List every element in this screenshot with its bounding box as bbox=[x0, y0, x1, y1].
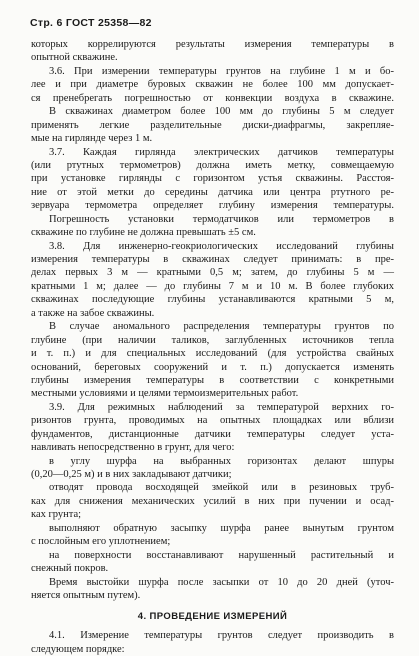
text-line: при установке гирлянды с горизонтом устья скважины. Расстоя- bbox=[31, 173, 394, 185]
text-line: отводят провода восходящей змейкой или в резиновых труб- bbox=[49, 482, 394, 494]
paragraph-lines bbox=[31, 38, 394, 602]
text-line: выполняют обратную засыпку шурфа ранее вынутым грунтом bbox=[49, 522, 394, 534]
text-line: 3.6. При измерении температуры грунтов на глубине 1 м и бо- bbox=[49, 65, 394, 77]
text-line: с послойным его уплотнением; bbox=[31, 536, 171, 548]
text-line: няется опытным путем). bbox=[31, 589, 141, 601]
text-line: ся пренебрегать погрешностью от конвекции воздуха в скважине. bbox=[31, 92, 394, 104]
text-line: фундаментов, дистанционные датчики температуры следует уста- bbox=[31, 428, 394, 440]
text-line: глубины измерения температуры в соответствии с конкретными bbox=[31, 374, 394, 386]
text-line: в углу шурфа на выбранных горизонтах делают шпуры bbox=[49, 455, 394, 467]
text-line: (0,20—0,25 м) и в них закладывают датчики; bbox=[31, 469, 232, 480]
text-line: мые на гирлянде через 1 м. bbox=[31, 133, 153, 145]
text-line: опытной скважине. bbox=[31, 52, 118, 64]
text-line: В случае аномального распределения температуры грунтов по bbox=[49, 321, 394, 333]
text-line: а также на забое скважины. bbox=[31, 307, 155, 319]
text-line: глубине (при наличии таликов, заглубленных источников тепла bbox=[31, 334, 394, 346]
text-line: снежный покров. bbox=[31, 563, 109, 575]
text-line: следующем порядке: bbox=[31, 643, 125, 655]
text-line: ние от этой метки до середины датчика или центра ртутного ре- bbox=[31, 186, 394, 198]
text-line: 3.8. Для инженерно-геокриологических исследований глубины bbox=[49, 240, 394, 252]
text-line: Погрешность установки термодатчиков или термометров в bbox=[49, 213, 394, 225]
text-line: местными условиями и целями термоизмерительных работ. bbox=[31, 388, 299, 400]
text-line: на поверхности восстанавливают нарушенный растительный и bbox=[49, 549, 394, 561]
text-line: 3.9. Для режимных наблюдений за температурой верхних го- bbox=[49, 401, 394, 413]
text-line: (или ртутных термометров) должна иметь метку, совмещаемую bbox=[31, 159, 394, 171]
text-line: ках для снижения механических усилий в них при пучении и осад- bbox=[31, 495, 394, 507]
text-line: Время выстойки шурфа после засыпки от 10 до 20 дней (уточ- bbox=[49, 576, 394, 588]
text-line: скважине по глубине не должна превышать ±5 см. bbox=[31, 227, 256, 239]
text-line: которых коррелируются результаты измерения температуры в bbox=[31, 39, 394, 50]
text-line: навливать непосредственно в грунт, для чего: bbox=[31, 442, 235, 454]
text-line: 3.7. Каждая гирлянда электрических датчиков температуры bbox=[49, 146, 394, 158]
text-line: лее и при диаметре буровых скважин не более 100 мм допускает- bbox=[31, 79, 394, 91]
text-line: и т. п.) и для специальных исследований (для устройства свайных bbox=[31, 348, 394, 360]
text-line: В скважинах диаметром более 100 мм до глубины 5 м следует bbox=[49, 106, 394, 118]
text-line: кратными 1 м; далее — до глубины 7 м и 10 м. В более глубоких bbox=[31, 280, 394, 292]
text-line: делах первых 3 м — кратными 0,5 м; затем, до глубины 5 м — bbox=[31, 267, 394, 279]
text-line: ризонтов грунта, проводимых на опытных площадках или вблизи bbox=[31, 415, 394, 427]
text-line: зервуара термометра определяет глубину измерения температуры. bbox=[31, 200, 394, 212]
paragraph-lines-after bbox=[31, 629, 394, 656]
page-header: Стр. 6 ГОСТ 25358—82 bbox=[30, 17, 152, 29]
text-line: измерения температуры в скважинах следует принимать: в пре- bbox=[31, 254, 394, 265]
text-line: ках грунта; bbox=[31, 509, 82, 521]
text-line: оснований, береговых сооружений и т. п.) допускается изменять bbox=[31, 361, 394, 373]
text-line: скважинах последующие глубины устанавливаются кратными 5 м, bbox=[31, 294, 394, 306]
text-line: применять легкие разделительные диски-диафрагмы, закрепляе- bbox=[31, 119, 394, 131]
text-line: 4.1. Измерение температуры грунтов следует производить в bbox=[49, 630, 394, 642]
section-heading: 4. ПРОВЕДЕНИЕ ИЗМЕРЕНИЙ bbox=[137, 611, 288, 623]
document-body bbox=[31, 38, 394, 656]
